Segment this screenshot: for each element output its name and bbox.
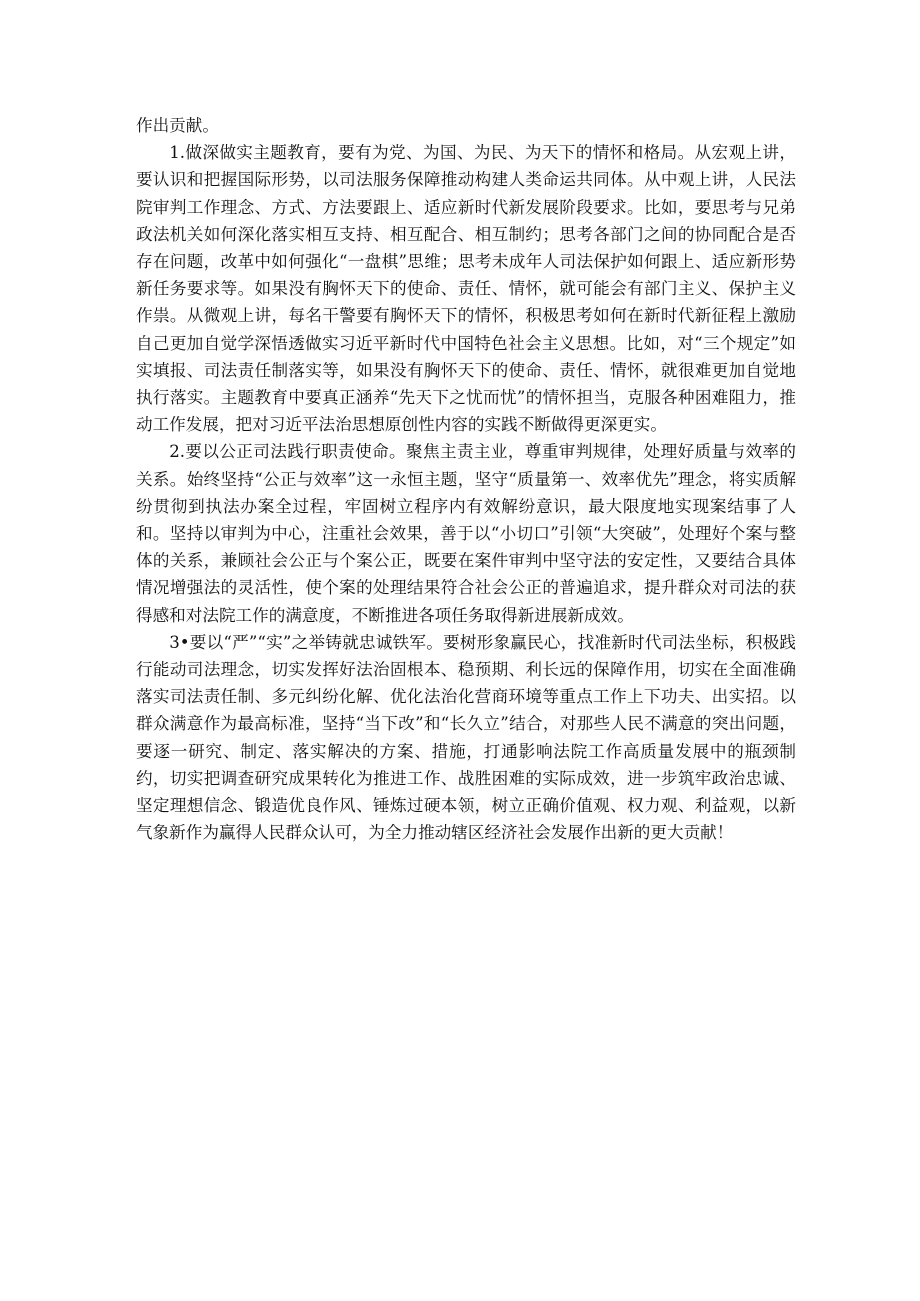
document-body [136,112,796,846]
paragraph-point-1: 1.做深做实主题教育，要有为党、为国、为民、为天下的情怀和格局。从宏观上讲，要认识和把握国际形势，以司法服务保障推动构建人类命运共同体。从中观上讲，人民法院审判工作理念、方式、方法要跟上、适应新时代新发展阶段要求。比如，要思考与兄弟政法机关如何深化落实相互支持、相互配合、相互制约；思考各部门之间的协同配合是否存在问题，改革中如何强化“一盘棋”思维；思考未成年人司法保护如何跟上、适应新形势新任务要求等。如果没有胸怀天下的使命、责任、情怀，就可能会有部门主义、保护主义作祟。从微观上讲，每名干警要有胸怀天下的情怀，积极思考如何在新时代新征程上激励自己更加自觉学深悟透做实习近平新时代中国特色社会主义思想。比如，对“三个规定”如实填报、司法责任制落实等，如果没有胸怀天下的使命、责任、情怀，就很难更加自觉地执行落实。主题教育中要真正涵养“先天下之忧而忧”的情怀担当，克服各种困难阻力，推动工作发展，把对习近平法治思想原创性内容的实践不断做得更深更实。 [136,143,796,435]
paragraph-point-3: 3•要以“严”“实”之举铸就忠诚铁军。要树形象赢民心，找准新时代司法坐标，积极践行能动司法理念，切实发挥好法治固根本、稳预期、利长远的保障作用，切实在全面准确落实司法责任制、多元纠纷化解、优化法治化营商环境等重点工作上下功夫、出实招。以群众满意作为最高标准，坚持“当下改”和“长久立”结合，对那些人民不满意的突出问题，要逐一研究、制定、落实解决的方案、措施，打通影响法院工作高质量发展中的瓶颈制约，切实把调查研究成果转化为推进工作、战胜困难的实际成效，进一步筑牢政治忠诚、坚定理想信念、锻造优良作风、锤炼过硬本领，树立正确价值观、权力观、利益观，以新气象新作为赢得人民群众认可，为全力推动辖区经济社会发展作出新的更大贡献！ [136,632,796,843]
paragraph-continuation: 作出贡献。 [136,116,219,135]
paragraph-point-2: 2.要以公正司法践行职责使命。聚焦主责主业，尊重审判规律，处理好质量与效率的关系。始终坚持“公正与效率”这一永恒主题，坚守“质量第一、效率优先”理念，将实质解纷贯彻到执法办案全过程，牢固树立程序内有效解纷意识，最大限度地实现案结事了人和。坚持以审判为中心，注重社会效果，善于以“小切口”引领“大突破”，处理好个案与整体的关系，兼顾社会公正与个案公正，既要在案件审判中坚守法的安定性，又要结合具体情况增强法的灵活性，使个案的处理结果符合社会公正的普遍追求，提升群众对司法的获得感和对法院工作的满意度，不断推进各项任务取得新进展新成效。 [136,442,796,625]
